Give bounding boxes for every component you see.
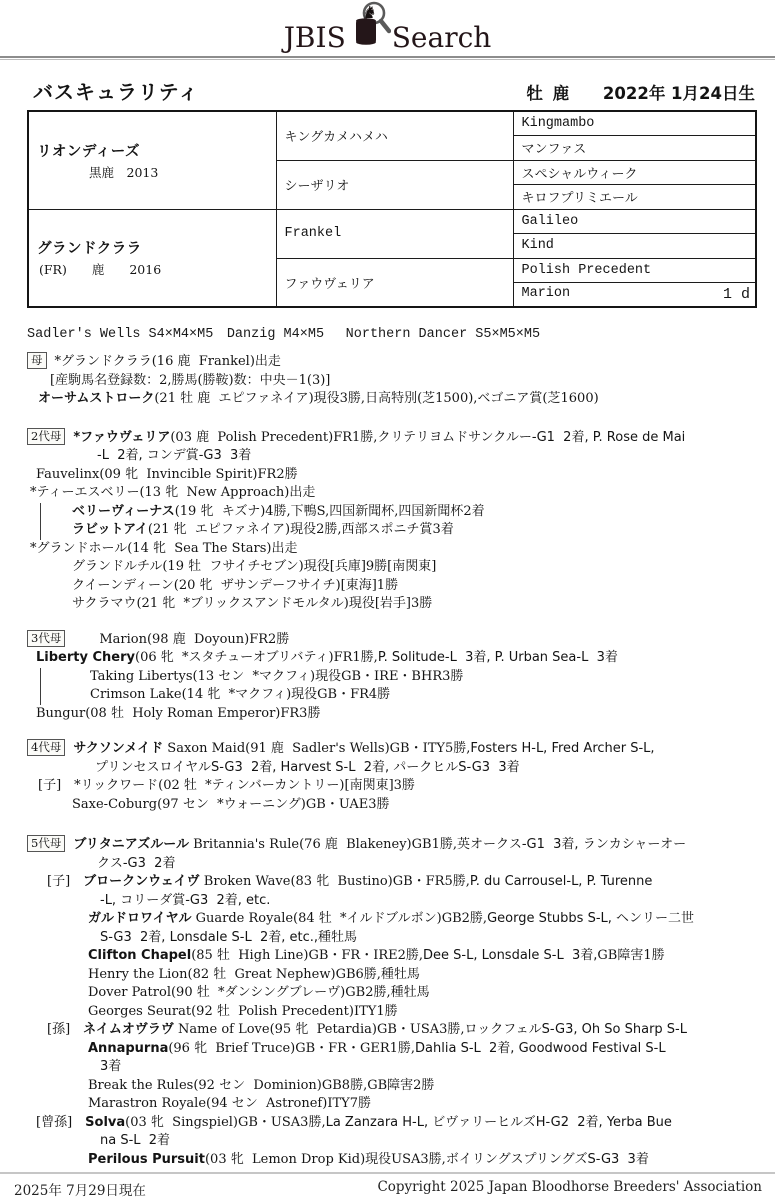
pedigree-text: -L 2着, コンデ賞-G3 3着 bbox=[97, 448, 252, 463]
pedigree-line bbox=[0, 1040, 775, 1059]
pedigree-line bbox=[0, 466, 775, 485]
pedigree-line bbox=[0, 759, 775, 778]
horse-name: Clifton Chapel bbox=[88, 948, 192, 963]
pedigree-text: Name of Love(95 牝 Petardia)GB・USA3勝, bbox=[173, 1022, 465, 1037]
pedigree-text: Marastron Royale(94 セン Astronef)ITY7勝 bbox=[88, 1096, 371, 1111]
pedigree-text: Taking Libertys(13 セン *マクフィ)現役GB・IRE・BHR3勝 bbox=[90, 668, 464, 684]
great-grandparent-cell: スペシャルウィーク bbox=[513, 160, 756, 185]
pedigree-text: Fosters H-L, Fred Archer S-L, bbox=[470, 741, 655, 756]
footer-divider bbox=[0, 1172, 775, 1174]
horse-profile-summary bbox=[526, 80, 755, 104]
horse-name: ベリーヴィーナス bbox=[72, 503, 175, 519]
pedigree-line bbox=[0, 947, 775, 966]
great-grandparent-cell: Kingmambo bbox=[513, 111, 756, 136]
pedigree-text: (19 牝 キズナ)4勝,下鴨S,四国新聞杯,四国新聞杯2着 bbox=[174, 503, 485, 519]
pedigree-line bbox=[40, 521, 775, 540]
generation-label: 4代母 bbox=[27, 739, 65, 756]
pedigree-line bbox=[0, 855, 775, 874]
pedigree-text: *リックワード(02 牡 *ティンバーカントリー)[南関東]3勝 bbox=[74, 778, 415, 793]
pedigree-text: -L, コリーダ賞-G3 2着, etc. bbox=[100, 892, 271, 908]
horse-name: Annapurna bbox=[88, 1040, 169, 1056]
inbreeding-line: Sadler's Wells S4×M4×M5 Danzig M4×M5 Northern Dancer S5×M5×M5 bbox=[27, 327, 541, 342]
pedigree-line bbox=[0, 649, 775, 668]
section-second-dam bbox=[0, 428, 775, 614]
jbis-search-logo bbox=[0, 0, 775, 52]
horse-name: ネイムオヴラヴ bbox=[83, 1022, 174, 1037]
pedigree-line bbox=[0, 558, 775, 577]
pedigree-text: Crimson Lake(14 牝 *マクフィ)現役GB・FR4勝 bbox=[90, 687, 391, 702]
horse-name: Perilous Pursuit bbox=[88, 1151, 205, 1167]
great-grandparent-cell: Kind bbox=[513, 234, 756, 259]
great-grandparent-cell: キロフプリミエール bbox=[513, 185, 756, 210]
relation-label: [子] bbox=[38, 778, 62, 793]
logo-text-jbis: JBIS bbox=[283, 21, 346, 54]
pedigree-line bbox=[0, 777, 775, 796]
pedigree-text: (03 鹿 Polish Precedent)FR1勝, bbox=[170, 429, 378, 445]
pedigree-line bbox=[0, 910, 775, 929]
pedigree-text: Break the Rules(92 セン Dominion)GB8勝,GB障害2勝 bbox=[88, 1077, 435, 1093]
pedigree-text: サクラマウ(21 牝 *ブリックスアンドモルタル)現役[岩手]3勝 bbox=[72, 596, 433, 611]
pedigree-text: na S-L 2着 bbox=[100, 1133, 171, 1148]
pedigree-text: GB障害1勝 bbox=[597, 948, 665, 963]
pedigree-line bbox=[0, 1077, 775, 1096]
pedigree-text: La Zanzara H-L, ビヴァリーヒルズH-G2 2着, Yerba Bue bbox=[325, 1114, 672, 1130]
pedigree-line bbox=[0, 1003, 775, 1022]
pedigree-text: Bungur(08 牡 Holy Roman Emperor)FR3勝 bbox=[36, 705, 321, 721]
relation-label: [孫] bbox=[47, 1022, 71, 1037]
pedigree-text: Dee S-L, Lonsdale S-L 3着, bbox=[423, 948, 598, 963]
pedigree-line bbox=[0, 705, 775, 724]
pedigree-detail bbox=[0, 352, 775, 1169]
relation-label: [子] bbox=[47, 874, 71, 889]
pedigree-line bbox=[0, 739, 775, 759]
pedigree-text: Georges Seurat(92 牡 Polish Precedent)ITY1勝 bbox=[88, 1003, 398, 1019]
generation-label: 3代母 bbox=[27, 630, 65, 647]
pedigree-text: P. Solitude-L 3着, P. Urban Sea-L 3着 bbox=[377, 650, 618, 665]
pedigree-text: Fauvelinx(09 牝 Invincible Spirit)FR2勝 bbox=[36, 466, 298, 482]
pedigree-text: クリテリヨムドサンクルー-G1 2着, P. Rose de Mai bbox=[377, 429, 686, 445]
pedigree-text: Broken Wave(83 牝 Bustino)GB・FR5勝, bbox=[199, 874, 470, 889]
generation-label: 5代母 bbox=[27, 835, 65, 852]
horse-name: ガルドロワイヤル bbox=[88, 911, 192, 926]
pedigree-line bbox=[0, 630, 775, 650]
granddam-cell: シーザリオ bbox=[276, 160, 513, 209]
pedigree-text: (96 牝 Brief Truce)GB・FR・GER1勝, bbox=[168, 1040, 416, 1056]
pedigree-line bbox=[0, 447, 775, 466]
pedigree-text: Dahlia S-L 2着, Goodwood Festival S-L bbox=[415, 1040, 666, 1056]
pedigree-line bbox=[0, 1132, 775, 1151]
copyright: Copyright 2025 Japan Bloodhorse Breeders' Association bbox=[377, 1179, 762, 1195]
pedigree-text: *グランドクララ(16 鹿 Frankel)出走 bbox=[54, 354, 281, 369]
pedigree-text: (06 牝 *スタチューオブリバティ)FR1勝, bbox=[135, 650, 378, 665]
pedigree-line bbox=[0, 1114, 775, 1133]
pedigree-line bbox=[0, 929, 775, 948]
grandsire-cell: キングカメハメハ bbox=[276, 111, 513, 160]
section-third-dam bbox=[0, 630, 775, 724]
svg-text:♞: ♞ bbox=[361, 3, 377, 22]
pedigree-text: *ティーエスベリー(13 牝 New Approach)出走 bbox=[30, 485, 316, 500]
page-title: バスキュラリティ bbox=[33, 80, 199, 104]
pedigree-text: Marion(98 鹿 Doyoun)FR2勝 bbox=[73, 631, 290, 647]
section-fourth-dam bbox=[0, 739, 775, 814]
pedigree-line bbox=[0, 390, 775, 409]
pedigree-line bbox=[0, 577, 775, 596]
horse-name: Liberty Chery bbox=[36, 650, 135, 665]
pedigree-line bbox=[0, 966, 775, 985]
pedigree-line bbox=[0, 1021, 775, 1040]
great-grandparent-cell: Galileo bbox=[513, 209, 756, 234]
grandsire-cell: Frankel bbox=[276, 209, 513, 258]
dam-cell bbox=[28, 209, 276, 307]
pedigree-text: P. du Carrousel-L, P. Turenne bbox=[469, 874, 653, 889]
great-grandparent-cell: Polish Precedent bbox=[513, 258, 756, 283]
horse-name: ラビットアイ bbox=[72, 522, 148, 537]
pedigree-text: Saxon Maid(91 鹿 Sadler's Wells)GB・ITY5勝, bbox=[163, 741, 471, 756]
horse-name: ブリタニアズルール bbox=[73, 837, 190, 852]
pedigree-text: ボイリングスプリングズS-G3 3着 bbox=[445, 1151, 649, 1167]
dam-detail: (FR) 鹿 2016 bbox=[39, 262, 162, 278]
sire-cell bbox=[28, 111, 276, 209]
pedigree-text: [産駒馬名登録数：2,勝馬(勝鞍)数：中央－1(3)] bbox=[50, 372, 331, 388]
pedigree-line bbox=[0, 796, 775, 815]
pedigree-text: Guarde Royale(84 牡 *イルドブルボン)GB2勝, bbox=[191, 911, 488, 926]
pedigree-text: グランドルチル(19 牡 フサイチセブン)現役[兵庫]9勝[南関東] bbox=[72, 559, 437, 574]
horse-name: Solva bbox=[85, 1114, 126, 1130]
pedigree-line bbox=[0, 540, 775, 559]
pedigree-text: S-G3 2着, Lonsdale S-L 2着, etc., bbox=[100, 929, 318, 945]
logo-text-search: Search bbox=[391, 21, 492, 54]
pedigree-line bbox=[0, 873, 775, 892]
pedigree-text: George Stubbs S-L, ヘンリー二世 bbox=[487, 911, 695, 926]
granddam-cell: ファウヴェリア bbox=[276, 258, 513, 307]
pedigree-line bbox=[40, 668, 775, 687]
header-divider bbox=[0, 56, 775, 60]
pedigree-text: クス-G3 2着 bbox=[97, 855, 176, 871]
pedigree-text: 3着 bbox=[100, 1059, 122, 1074]
pedigree-line bbox=[0, 428, 775, 448]
pedigree-line bbox=[0, 835, 775, 855]
pedigree-text: (21 牝 エピファネイア)現役2勝,西部スポニチ賞3着 bbox=[147, 522, 454, 537]
relation-label: [曾孫] bbox=[36, 1114, 73, 1130]
horse-name: オーサムストローク bbox=[38, 391, 155, 406]
pedigree-text: (85 牡 High Line)GB・FR・IRE2勝, bbox=[191, 948, 424, 963]
horse-magnifier-icon bbox=[347, 0, 391, 55]
horse-name: *ファウヴェリア bbox=[73, 429, 171, 445]
generation-label: 2代母 bbox=[27, 428, 65, 445]
pedigree-line bbox=[0, 1151, 775, 1170]
title-row bbox=[33, 76, 755, 105]
pedigree-line bbox=[0, 352, 775, 372]
dam-name: グランドクララ bbox=[37, 241, 142, 258]
pedigree-text: クイーンディーン(20 牝 ザサンデーフサイチ)[東海]1勝 bbox=[72, 577, 399, 593]
table-row bbox=[28, 111, 756, 136]
pedigree-table bbox=[27, 110, 757, 308]
pedigree-text: Dover Patrol(90 牡 *ダンシングブレーヴ)GB2勝,種牡馬 bbox=[88, 985, 430, 1000]
artifact-text: 1 d bbox=[722, 286, 750, 303]
table-row bbox=[28, 209, 756, 234]
pedigree-text: Henry the Lion(82 牡 Great Nephew)GB6勝,種牡馬 bbox=[88, 966, 420, 982]
pedigree-line bbox=[0, 484, 775, 503]
sex-coat: 牡 鹿 bbox=[526, 84, 572, 103]
pedigree-text: (21 牡 鹿 エピファネイア)現役3勝,日高特別(芝1500),ベゴニア賞(芝1600) bbox=[154, 391, 599, 406]
pedigree-line bbox=[0, 892, 775, 911]
pedigree-text: (03 牝 Lemon Drop Kid)現役USA3勝, bbox=[204, 1151, 446, 1167]
pedigree-line bbox=[0, 372, 775, 391]
pedigree-text: ロックフェルS-G3, Oh So Sharp S-L bbox=[464, 1022, 687, 1037]
section-fifth-dam bbox=[0, 835, 775, 1169]
pedigree-text: プリンセスロイヤルS-G3 2着, Harvest S-L 2着, パークヒルS-G3 3着 bbox=[95, 759, 520, 775]
pedigree-line bbox=[0, 984, 775, 1003]
pedigree-line bbox=[40, 503, 775, 522]
pedigree-line bbox=[40, 686, 775, 705]
horse-name: ブロークンウェイヴ bbox=[83, 874, 200, 889]
pedigree-text: Saxe-Coburg(97 セン *ウォーニング)GB・UAE3勝 bbox=[72, 796, 390, 812]
pedigree-text: 英オークス-G1 3着, ランカシャーオー bbox=[456, 837, 687, 852]
horse-name: Marion bbox=[521, 286, 571, 301]
sire-detail: 黒鹿 2013 bbox=[89, 164, 159, 180]
pedigree-line bbox=[0, 1095, 775, 1114]
generation-label: 母 bbox=[27, 352, 47, 369]
pedigree-line bbox=[0, 1058, 775, 1077]
pedigree-text: (03 牝 Singspiel)GB・USA3勝, bbox=[125, 1114, 326, 1130]
pedigree-text: Britannia's Rule(76 鹿 Blakeney)GB1勝, bbox=[189, 837, 457, 852]
pedigree-text: *グランドホール(14 牝 Sea The Stars)出走 bbox=[30, 540, 298, 556]
pedigree-text: 種牡馬 bbox=[318, 929, 358, 945]
horse-name: サクソンメイド bbox=[73, 741, 164, 756]
great-grandparent-cell: マンファス bbox=[513, 136, 756, 161]
pedigree-line bbox=[0, 595, 775, 614]
great-grandparent-cell bbox=[513, 283, 756, 308]
birth-date: 2022年 1月24日生 bbox=[602, 84, 755, 103]
sire-name: リオンディーズ bbox=[37, 143, 140, 160]
footer bbox=[14, 1179, 762, 1199]
section-mother bbox=[0, 352, 775, 409]
as-of-date: 2025年 7月29日現在 bbox=[14, 1183, 146, 1199]
